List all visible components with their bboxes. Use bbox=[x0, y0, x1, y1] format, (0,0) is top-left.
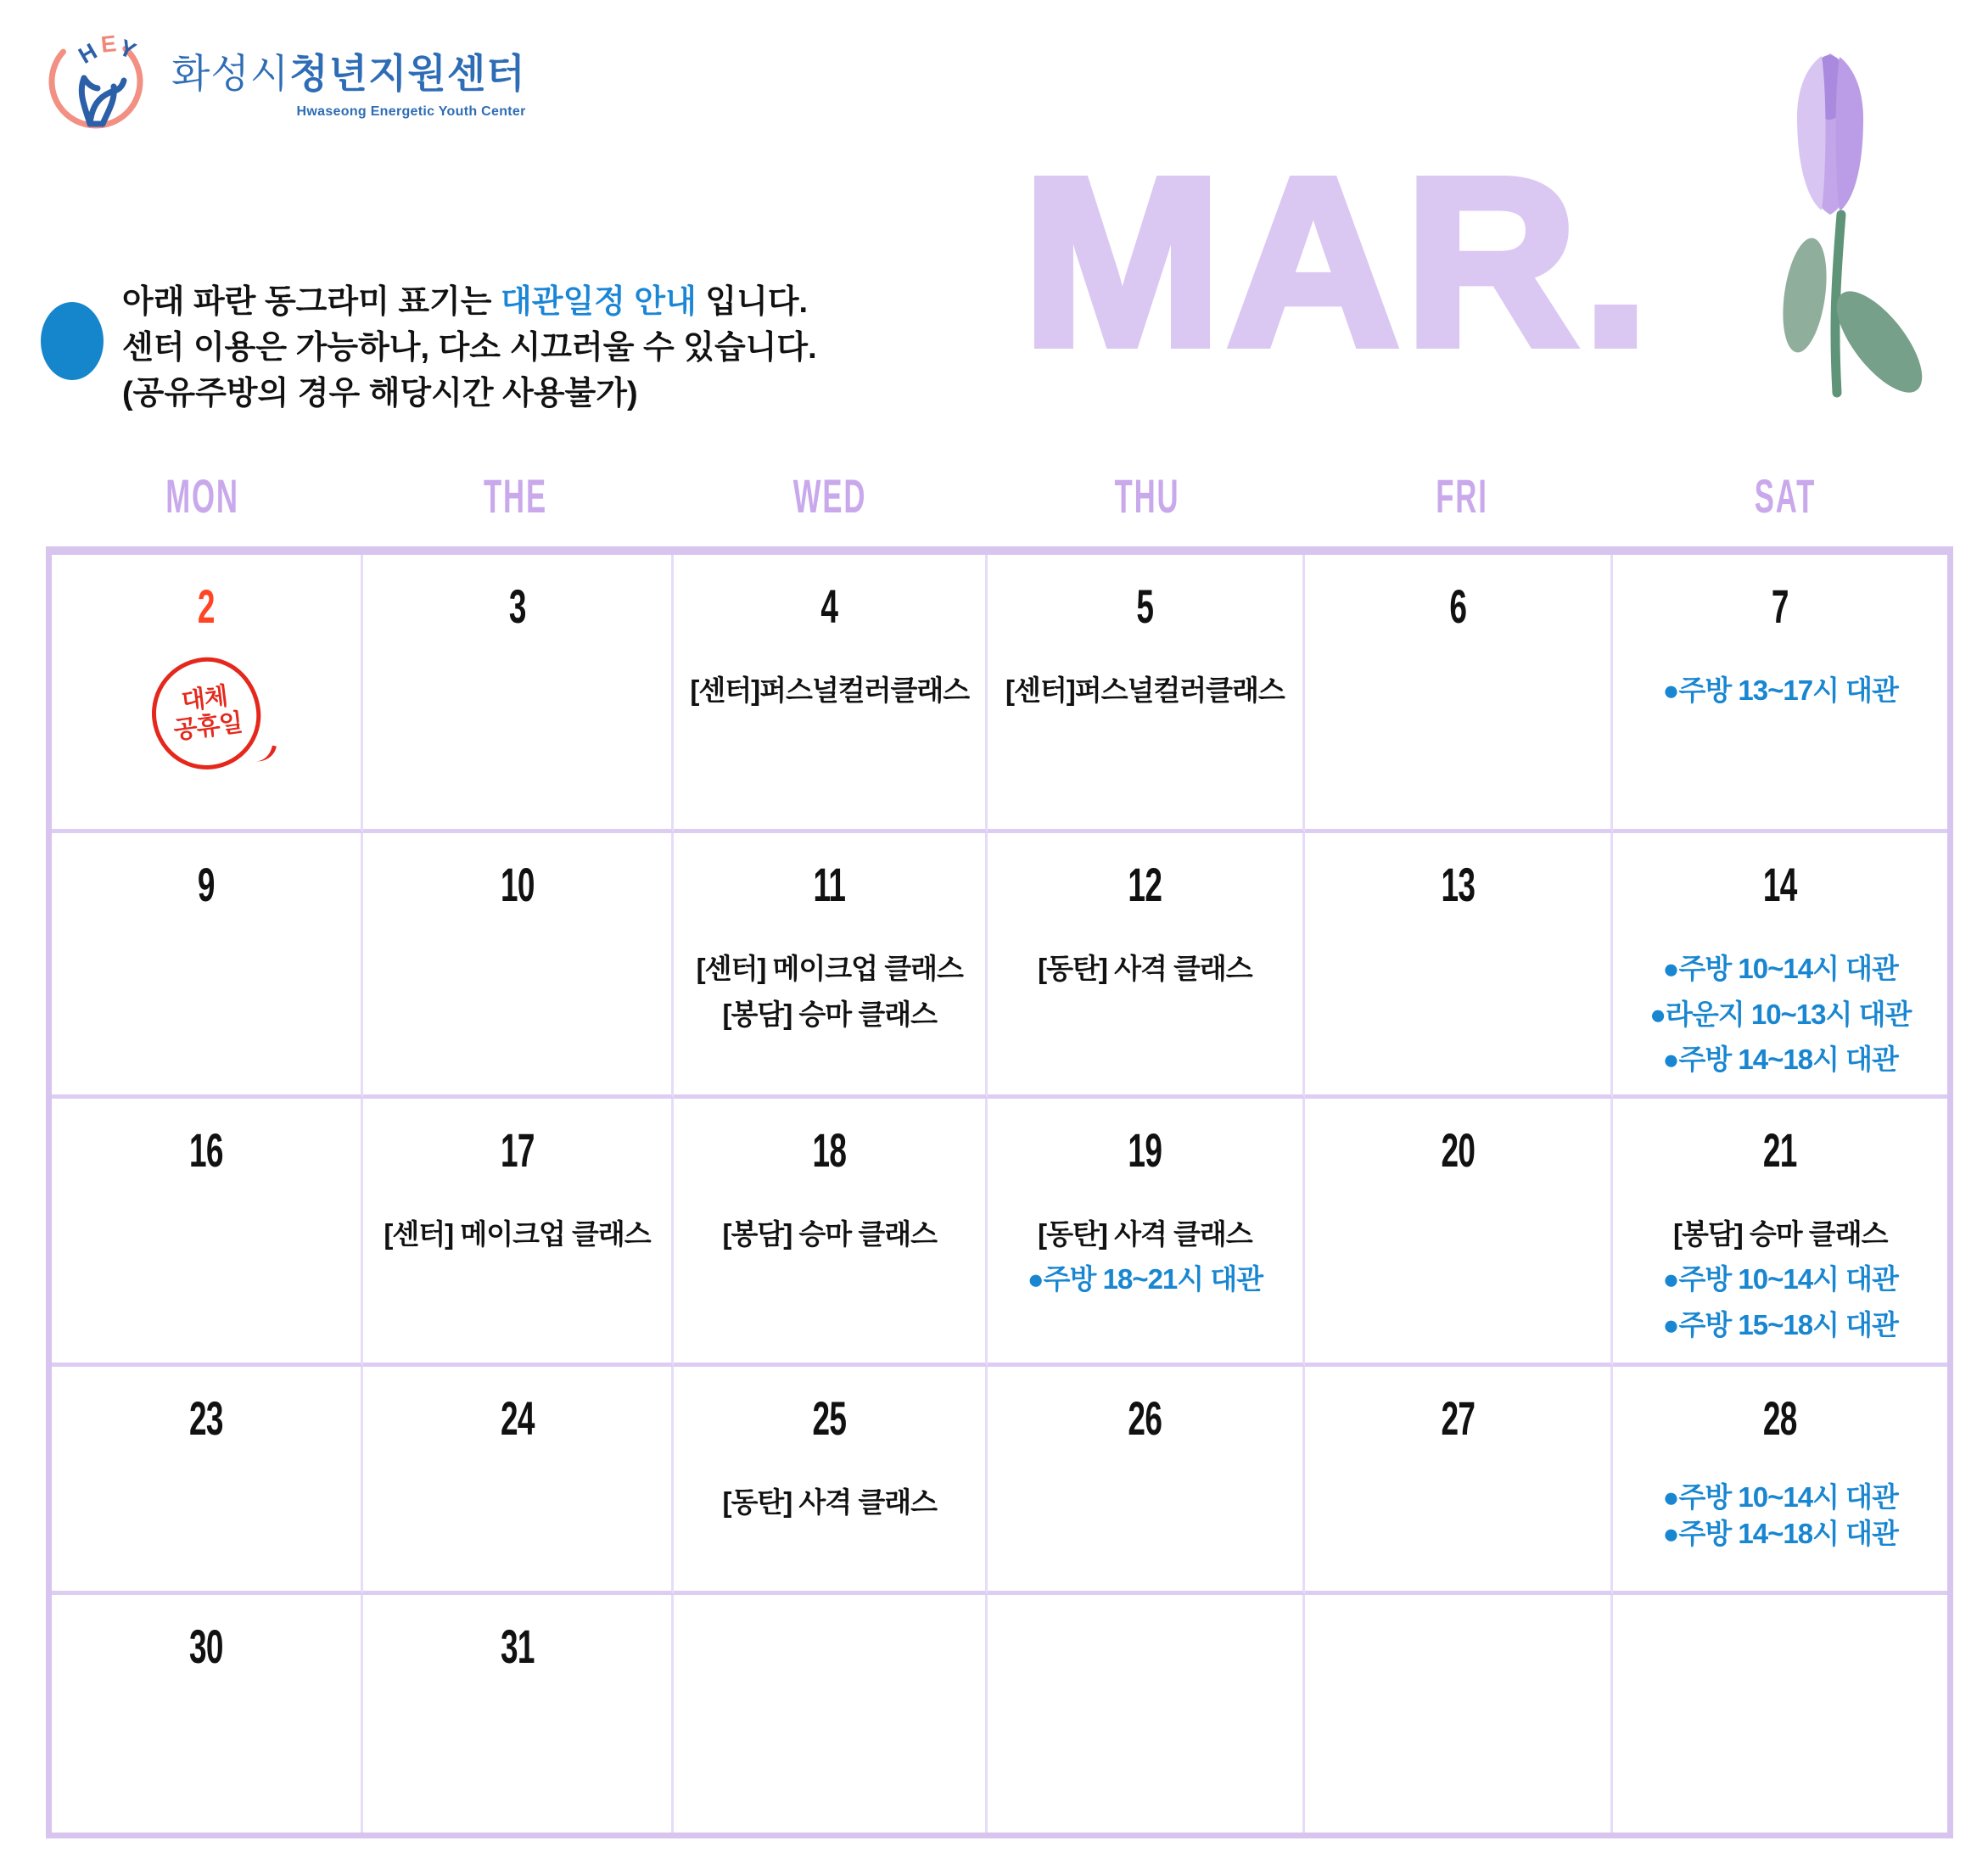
event-line: [동탄] 사격 클래스 bbox=[722, 1486, 937, 1519]
day-number: 4 bbox=[820, 579, 838, 633]
hey-letter-h: H bbox=[74, 38, 102, 69]
center-name-english: Hwaseong Energetic Youth Center bbox=[296, 104, 526, 119]
day-number: 16 bbox=[188, 1122, 223, 1177]
event-line: [봉담] 승마 클래스 bbox=[1672, 1217, 1888, 1250]
center-logo bbox=[36, 19, 526, 131]
holiday-stamp bbox=[145, 652, 266, 776]
day-number: 5 bbox=[1136, 579, 1154, 633]
rental-notice bbox=[41, 280, 817, 417]
weekday-thu: THU bbox=[1114, 469, 1180, 523]
calendar-cell-mar-7 bbox=[1613, 555, 1947, 833]
calendar-cell-mar-24 bbox=[363, 1367, 675, 1595]
notice-text bbox=[122, 280, 817, 417]
calendar-cell-mar-16 bbox=[52, 1099, 363, 1367]
day-number: 9 bbox=[197, 858, 215, 912]
weekday-header bbox=[46, 468, 1953, 523]
day-number: 10 bbox=[500, 858, 535, 912]
calendar-cell-mar-20 bbox=[1305, 1099, 1614, 1367]
day-number: 28 bbox=[1763, 1391, 1798, 1446]
calendar-cell-empty bbox=[1305, 1595, 1614, 1833]
day-number: 30 bbox=[188, 1620, 223, 1674]
event-line: ●주방 18~21시 대관 bbox=[1027, 1263, 1263, 1295]
day-number: 31 bbox=[500, 1620, 535, 1674]
day-number: 21 bbox=[1763, 1122, 1798, 1177]
hey-hands-icon bbox=[36, 19, 156, 131]
event-line: [봉담] 승마 클래스 bbox=[722, 1217, 937, 1250]
event-line: ●주방 14~18시 대관 bbox=[1662, 1518, 1898, 1550]
event-line: ●주방 10~14시 대관 bbox=[1662, 1481, 1898, 1514]
weekday-mon: MON bbox=[165, 469, 239, 523]
center-name-city: 화성시 bbox=[171, 51, 290, 96]
calendar-cell-mar-4 bbox=[674, 555, 988, 833]
day-number: 6 bbox=[1449, 579, 1467, 633]
calendar-cell-mar-19 bbox=[988, 1099, 1305, 1367]
tulip-icon bbox=[1718, 41, 1939, 410]
calendar-cell-mar-9 bbox=[52, 833, 363, 1098]
event-line: [봉담] 승마 클래스 bbox=[722, 998, 937, 1030]
event-list bbox=[674, 1480, 985, 1525]
weekday-fri: FRI bbox=[1436, 469, 1488, 523]
event-line: [센터]퍼스널컬러클래스 bbox=[690, 674, 970, 706]
calendar-cell-mar-25 bbox=[674, 1367, 988, 1595]
event-line: ●주방 10~14시 대관 bbox=[1662, 1263, 1898, 1295]
calendar-grid bbox=[46, 546, 1953, 1838]
event-line: [동탄] 사격 클래스 bbox=[1038, 953, 1252, 985]
day-number: 14 bbox=[1763, 858, 1798, 912]
calendar-cell-mar-23 bbox=[52, 1367, 363, 1595]
day-number: 19 bbox=[1128, 1122, 1162, 1177]
day-number: 7 bbox=[1772, 579, 1789, 633]
notice-line-2: 센터 이용은 가능하나, 다소 시끄러울 수 있습니다. bbox=[122, 329, 817, 366]
event-list bbox=[1613, 946, 1947, 1082]
calendar-cell-mar-30 bbox=[52, 1595, 363, 1833]
day-number: 3 bbox=[508, 579, 526, 633]
day-number: 23 bbox=[188, 1391, 223, 1446]
calendar-cell-mar-21 bbox=[1613, 1099, 1947, 1367]
event-line: ●주방 14~18시 대관 bbox=[1662, 1044, 1898, 1076]
event-list bbox=[1613, 1480, 1947, 1553]
event-list bbox=[988, 668, 1302, 713]
day-number: 2 bbox=[197, 579, 215, 633]
day-number: 25 bbox=[812, 1391, 847, 1446]
calendar-cell-empty bbox=[1613, 1595, 1947, 1833]
calendar-cell-mar-18 bbox=[674, 1099, 988, 1367]
event-list bbox=[363, 1211, 672, 1256]
event-list bbox=[674, 946, 985, 1037]
event-list bbox=[674, 1211, 985, 1256]
calendar-cell-mar-2 bbox=[52, 555, 363, 833]
day-number: 12 bbox=[1128, 858, 1162, 912]
weekday-wed: WED bbox=[792, 469, 867, 523]
notice-line-1: 아래 파란 동그라미 표기는 대관일정 안내 입니다. bbox=[122, 284, 809, 320]
notice-line-3: (공유주방의 경우 해당시간 사용불가) bbox=[122, 375, 638, 411]
day-number: 11 bbox=[813, 858, 846, 912]
calendar-cell-mar-31 bbox=[363, 1595, 675, 1833]
center-name-main: 청년지원센터 bbox=[289, 51, 526, 96]
calendar-cell-mar-12 bbox=[988, 833, 1305, 1098]
calendar-cell-mar-27 bbox=[1305, 1367, 1614, 1595]
day-number: 18 bbox=[812, 1122, 847, 1177]
day-number: 27 bbox=[1441, 1391, 1475, 1446]
month-title: MAR. bbox=[1022, 128, 1655, 395]
stamp-line-2: 공휴일 bbox=[171, 709, 244, 745]
calendar-cell-mar-3 bbox=[363, 555, 675, 833]
event-list bbox=[1613, 668, 1947, 713]
event-line: ●라운지 10~13시 대관 bbox=[1649, 998, 1912, 1030]
logo-text bbox=[171, 42, 526, 120]
event-line: [센터] 메이크업 클래스 bbox=[384, 1217, 651, 1250]
day-number: 17 bbox=[500, 1122, 535, 1177]
calendar-cell-mar-5 bbox=[988, 555, 1305, 833]
calendar-cell-mar-6 bbox=[1305, 555, 1614, 833]
event-line: [동탄] 사격 클래스 bbox=[1038, 1217, 1252, 1250]
event-line: ●주방 13~17시 대관 bbox=[1662, 674, 1898, 706]
day-number: 13 bbox=[1441, 858, 1475, 912]
event-list bbox=[988, 1211, 1302, 1302]
center-name bbox=[171, 42, 526, 99]
event-line: [센터] 메이크업 클래스 bbox=[696, 953, 963, 985]
calendar-cell-mar-26 bbox=[988, 1367, 1305, 1595]
calendar-cell-mar-13 bbox=[1305, 833, 1614, 1098]
event-list bbox=[988, 946, 1302, 991]
calendar-cell-mar-17 bbox=[363, 1099, 675, 1367]
stamp-line-1: 대체 bbox=[179, 682, 229, 715]
event-line: ●주방 10~14시 대관 bbox=[1662, 953, 1898, 985]
calendar-cell-empty bbox=[674, 1595, 988, 1833]
blue-dot-icon bbox=[41, 302, 104, 380]
weekday-sat: SAT bbox=[1754, 469, 1817, 523]
calendar-cell-empty bbox=[988, 1595, 1305, 1833]
day-number: 24 bbox=[500, 1391, 535, 1446]
day-number: 20 bbox=[1441, 1122, 1475, 1177]
event-list bbox=[1613, 1211, 1947, 1347]
calendar-cell-mar-11 bbox=[674, 833, 988, 1098]
weekday-tue: THE bbox=[483, 469, 548, 523]
hey-letter-e: E bbox=[99, 31, 118, 58]
calendar-cell-mar-10 bbox=[363, 833, 675, 1098]
hey-letter-y: Y bbox=[115, 34, 140, 64]
notice-highlight: 대관일정 안내 bbox=[501, 284, 697, 320]
calendar-cell-mar-28 bbox=[1613, 1367, 1947, 1595]
event-list bbox=[674, 668, 985, 713]
calendar-cell-mar-14 bbox=[1613, 833, 1947, 1098]
event-line: [센터]퍼스널컬러클래스 bbox=[1005, 674, 1285, 706]
day-number: 26 bbox=[1128, 1391, 1162, 1446]
event-line: ●주방 15~18시 대관 bbox=[1662, 1308, 1898, 1340]
